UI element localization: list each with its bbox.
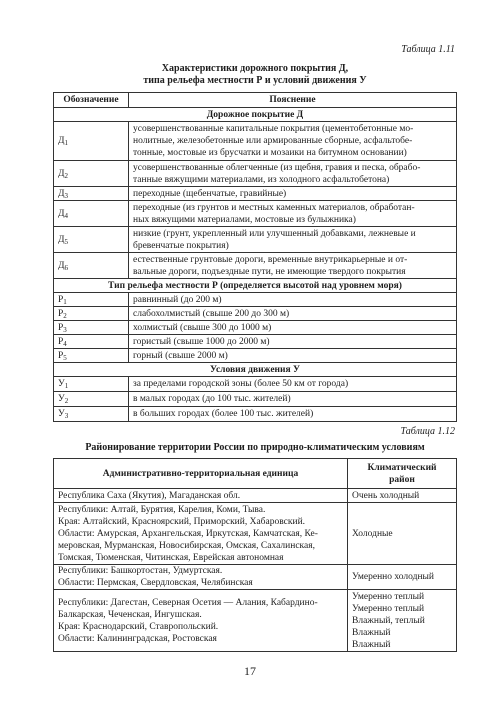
explanation-cell: холмистый (свыше 300 до 1000 м)	[129, 321, 457, 335]
column-header-designation: Обозначение	[54, 93, 129, 108]
designation-index: 2	[63, 311, 67, 320]
designation-letter: Р	[58, 336, 64, 347]
table-row	[54, 321, 457, 335]
explanation-cell: слабохолмистый (свыше 200 до 300 м)	[129, 307, 457, 321]
designation-cell	[54, 377, 129, 392]
climate-zone-cell: Умеренно теплый Умеренно теплый Влажный, теплый Влажный Влажный	[348, 590, 457, 652]
designation-index: 1	[63, 297, 67, 306]
designation-cell	[54, 335, 129, 349]
climate-zoning-table	[53, 458, 457, 652]
road-conditions-table	[53, 92, 457, 422]
explanation-cell: в больших городах (более 100 тыс. жителей)	[129, 407, 457, 422]
table-number-1-12: Таблица 1.12	[400, 426, 455, 437]
column-header-territorial-unit: Административно-территориальная единица	[54, 459, 348, 489]
explanation-cell: усовершенствованные капитальные покрытия (цементобетонные мо- нолитные, железобетонные или армированные сборные, асфальтобе- тонные, мостовые из брусчатки и мозаики на битумном основании)	[129, 122, 457, 161]
territorial-unit-cell: Республики: Башкортостан, Удмуртская. Области: Пермская, Свердловская, Челябинская	[54, 565, 348, 590]
designation-letter: Р	[58, 308, 64, 319]
table-title-1-11: Характеристики дорожного покрытия Д, типа рельефа местности Р и условий движения У	[143, 63, 367, 86]
table-row	[54, 377, 457, 392]
designation-index: 3	[64, 191, 68, 200]
section-row-road-surface	[54, 108, 457, 122]
designation-index: 5	[63, 353, 67, 362]
designation-cell	[54, 321, 129, 335]
table-row	[54, 590, 457, 652]
explanation-cell: горный (свыше 2000 м)	[129, 349, 457, 363]
designation-index: 5	[64, 237, 68, 246]
designation-letter: Р	[58, 350, 64, 361]
designation-index: 2	[64, 171, 68, 180]
table-number-1-11: Таблица 1.11	[401, 44, 455, 55]
designation-index: 4	[63, 339, 67, 348]
table-row	[54, 392, 457, 407]
designation-index: 2	[64, 397, 69, 405]
designation-letter: Д	[58, 168, 65, 179]
table-row	[54, 201, 457, 227]
table-row	[54, 489, 457, 503]
table-row	[54, 187, 457, 201]
explanation-cell: в малых городах (до 100 тыс. жителей)	[129, 392, 457, 407]
climate-zone-cell: Умеренно холодный	[348, 565, 457, 590]
table-row	[54, 253, 457, 279]
explanation-cell: переходные (из грунтов и местных каменных материалов, обработан- ных вяжущими материалами, мостовые из булыжника)	[129, 201, 457, 227]
designation-index: 3	[64, 412, 69, 420]
designation-index: 6	[64, 263, 68, 272]
column-header-explanation: Пояснение	[129, 93, 457, 108]
explanation-cell: низкие (грунт, укрепленный или улучшенный добавками, лежневые и бревенчатые покрытия)	[129, 227, 457, 253]
explanation-cell: равнинный (до 200 м)	[129, 293, 457, 307]
table-row	[54, 565, 457, 590]
designation-letter: У	[58, 394, 65, 404]
section-row-traffic	[54, 363, 457, 377]
territorial-unit-cell: Республики: Алтай, Бурятия, Карелия, Коми, Тыва. Края: Алтайский, Красноярский, Приморский, Хабаровский. Области: Амурская, Архангельская, Иркутская, Камчатская, Ке- меровская, Мурманская, Новосибирская, Омская, Сахалинская, Томская, Тюменская, Читинская, Еврейская автономная	[54, 503, 348, 565]
header-row	[54, 93, 457, 108]
table-row	[54, 122, 457, 161]
section-header-traffic: Условия движения У	[54, 363, 457, 377]
designation-cell	[54, 392, 129, 407]
section-header-terrain: Тип рельефа местности Р (определяется высотой над уровнем моря)	[54, 279, 457, 293]
designation-cell	[54, 227, 129, 253]
explanation-cell: усовершенствованные облегченные (из щебня, гравия и песка, обрабо- танные вяжущими материалами, из холодного асфальтобетона)	[129, 161, 457, 187]
explanation-cell: гористый (свыше 1000 до 2000 м)	[129, 335, 457, 349]
designation-cell	[54, 349, 129, 363]
designation-letter: Д	[58, 208, 65, 219]
table-row	[54, 293, 457, 307]
designation-cell	[54, 253, 129, 279]
designation-cell	[54, 187, 129, 201]
explanation-cell: естественные грунтовые дороги, временные внутрикарьерные и от- вальные дороги, подъездные пути, не имеющие твердого покрытия	[129, 253, 457, 279]
header-row	[54, 459, 457, 489]
territorial-unit-cell: Республики: Дагестан, Северная Осетия — Алания, Кабардино- Балкарская, Чеченская, Ингушская. Края: Краснодарский, Ставропольский. Области: Калининградская, Ростовская	[54, 590, 348, 652]
designation-letter: Д	[58, 260, 65, 271]
table-row	[54, 335, 457, 349]
explanation-cell: переходные (щебенчатые, гравийные)	[129, 187, 457, 201]
designation-letter: Р	[58, 294, 64, 305]
designation-letter: Д	[58, 188, 65, 199]
table-row	[54, 227, 457, 253]
climate-zone-cell: Холодные	[348, 503, 457, 565]
designation-cell	[54, 122, 129, 161]
explanation-cell: за пределами городской зоны (более 50 км от города)	[129, 377, 457, 392]
table-row	[54, 161, 457, 187]
designation-cell	[54, 407, 129, 422]
designation-index: 4	[64, 211, 68, 220]
column-header-climate-zone: Климатический район	[348, 459, 457, 489]
designation-letter: Д	[58, 136, 65, 146]
designation-index: 1	[64, 139, 68, 147]
table-row	[54, 503, 457, 565]
section-header-road-surface: Дорожное покрытие Д	[54, 108, 457, 122]
designation-letter: Д	[58, 234, 65, 245]
table-title-1-12: Районирование территории России по природно-климатическим условиям	[85, 442, 425, 453]
designation-cell	[54, 293, 129, 307]
territorial-unit-cell: Республика Саха (Якутия), Магаданская обл.	[54, 489, 348, 503]
designation-index: 3	[63, 325, 67, 334]
page-number: 17	[244, 664, 256, 678]
designation-cell	[54, 161, 129, 187]
designation-index: 1	[64, 382, 69, 390]
section-row-terrain	[54, 279, 457, 293]
designation-letter: Р	[58, 322, 64, 333]
table-row	[54, 307, 457, 321]
designation-letter: У	[58, 409, 65, 419]
climate-zone-cell: Очень холодный	[348, 489, 457, 503]
table-row	[54, 349, 457, 363]
designation-cell	[54, 201, 129, 227]
designation-cell	[54, 307, 129, 321]
table-row	[54, 407, 457, 422]
designation-letter: У	[58, 379, 65, 389]
